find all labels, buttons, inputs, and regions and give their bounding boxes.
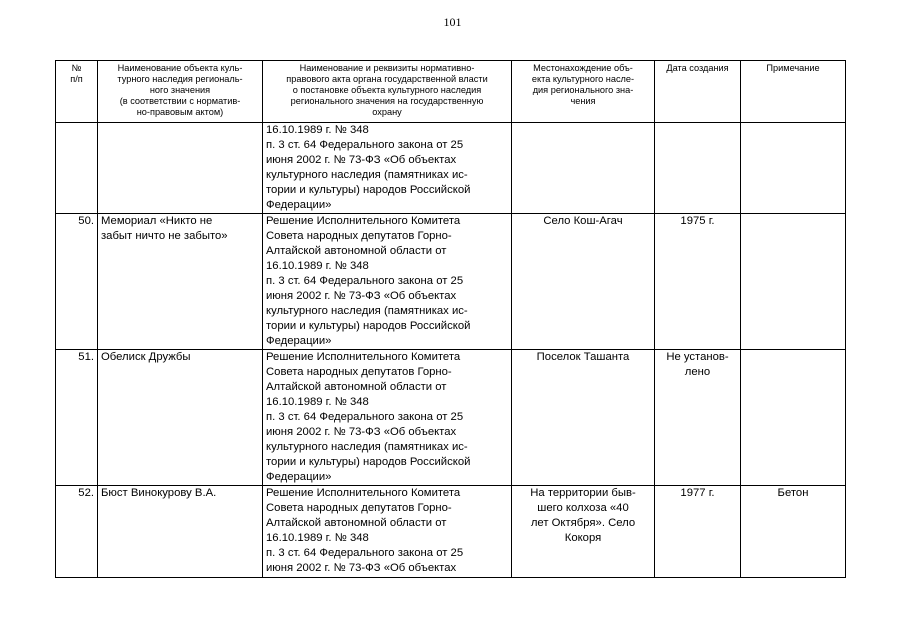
table-row: [56, 350, 846, 486]
row-number: 52.: [56, 486, 98, 578]
row-location: Поселок Ташанта: [512, 350, 655, 486]
row-number: 50.: [56, 214, 98, 350]
table-row: [56, 214, 846, 350]
row-legal-act: Решение Исполнительного Комитета Совета народных депутатов Горно- Алтайской автономной области от 16.10.1989 г. № 348 п. 3 ст. 64 Федерального закона от 25 июня 2002 г. № 73-ФЗ «Об объектах: [263, 486, 512, 578]
row-location: Село Кош-Агач: [512, 214, 655, 350]
table-header-row: [56, 61, 846, 123]
row-creation-date: [655, 123, 741, 214]
row-note: [741, 350, 846, 486]
header-object-name: Наименование объекта куль- турного наследия региональ- ного значения (в соответствии с норматив- но-правовым актом): [98, 61, 263, 123]
row-object-name: Обелиск Дружбы: [98, 350, 263, 486]
row-object-name: [98, 123, 263, 214]
header-location: Местонахождение объ- екта культурного насле- дия регионального зна- чения: [512, 61, 655, 123]
row-location: На территории быв- шего колхоза «40 лет Октября». Село Кокоря: [512, 486, 655, 578]
row-creation-date: 1977 г.: [655, 486, 741, 578]
row-number: 51.: [56, 350, 98, 486]
row-legal-act: 16.10.1989 г. № 348 п. 3 ст. 64 Федерального закона от 25 июня 2002 г. № 73-ФЗ «Об объектах культурного наследия (памятниках ис- тории и культуры) народов Российской Федерации»: [263, 123, 512, 214]
header-creation-date: Дата создания: [655, 61, 741, 123]
row-object-name: Мемориал «Никто не забыт ничто не забыто»: [98, 214, 263, 350]
header-legal-act: Наименование и реквизиты нормативно- правового акта органа государственной власти о постановке объекта культурного наследия регионального значения на государственную охрану: [263, 61, 512, 123]
page-number: 101: [443, 15, 462, 29]
row-number: [56, 123, 98, 214]
row-legal-act: Решение Исполнительного Комитета Совета народных депутатов Горно- Алтайской автономной области от 16.10.1989 г. № 348 п. 3 ст. 64 Федерального закона от 25 июня 2002 г. № 73-ФЗ «Об объектах культурного наследия (памятниках ис- тории и культуры) народов Российской Федерации»: [263, 350, 512, 486]
row-legal-act: Решение Исполнительного Комитета Совета народных депутатов Горно- Алтайской автономной области от 16.10.1989 г. № 348 п. 3 ст. 64 Федерального закона от 25 июня 2002 г. № 73-ФЗ «Об объектах культурного наследия (памятниках ис- тории и культуры) народов Российской Федерации»: [263, 214, 512, 350]
header-number: № п/п: [56, 61, 98, 123]
heritage-registry-table: [55, 60, 846, 578]
row-creation-date: 1975 г.: [655, 214, 741, 350]
table-row: [56, 486, 846, 578]
row-note: Бетон: [741, 486, 846, 578]
table-row: [56, 123, 846, 214]
row-object-name: Бюст Винокурову В.А.: [98, 486, 263, 578]
row-note: [741, 123, 846, 214]
header-note: Примечание: [741, 61, 846, 123]
row-note: [741, 214, 846, 350]
row-location: [512, 123, 655, 214]
row-creation-date: Не установ- лено: [655, 350, 741, 486]
